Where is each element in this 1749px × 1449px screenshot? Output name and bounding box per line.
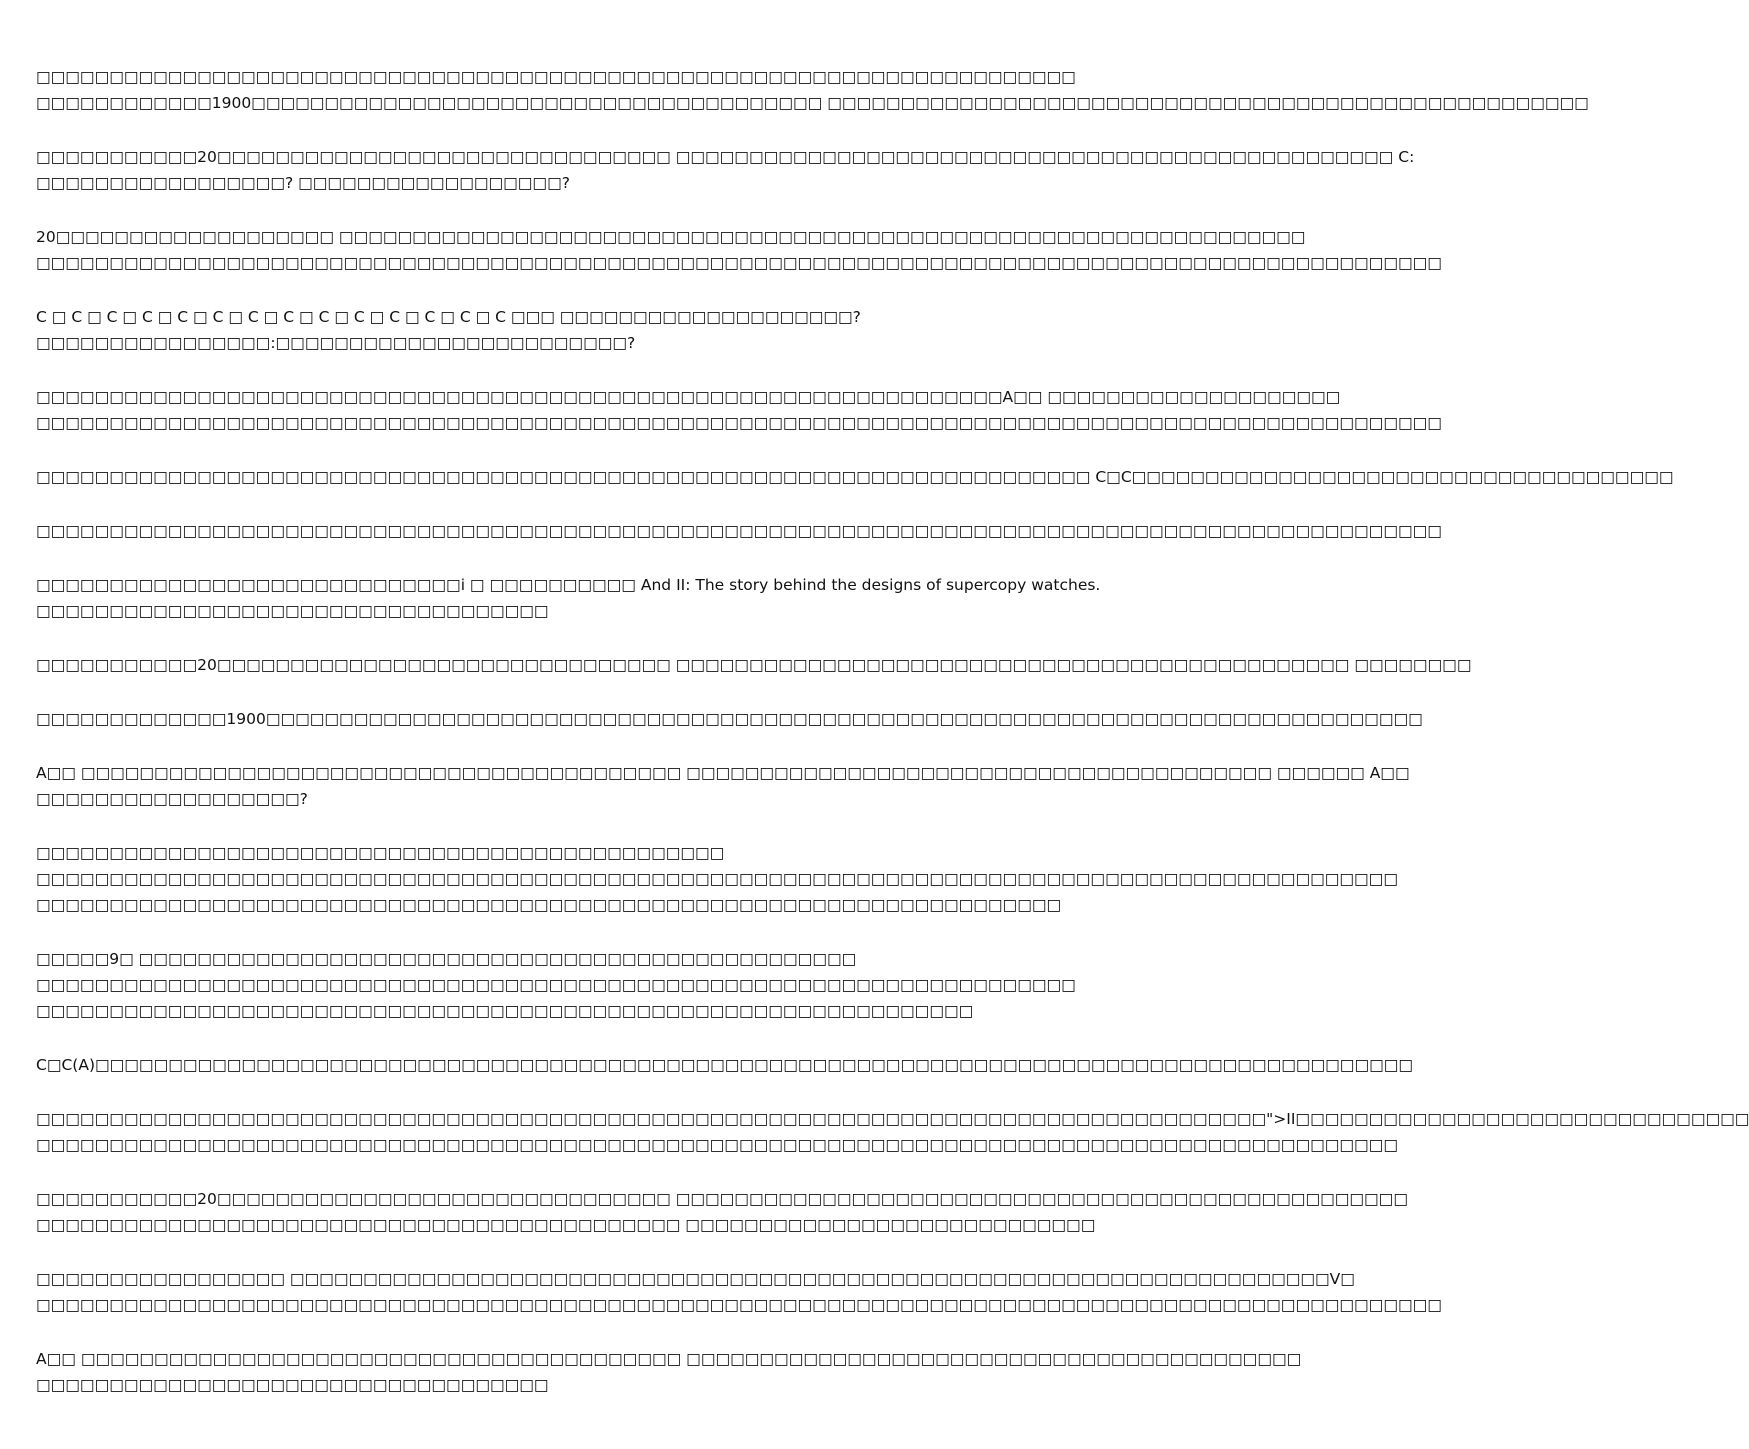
text-line: □□□□□□□□□□□□□□□□□□□□□□□□□□□□□□□□□□□□□□□□□□□□□□□□□□□□□□□□□□□□□□□□□□□□□□□□□□□□□□□□□□□□□□□□□□□□□ xyxy=(36,870,1398,888)
paragraph xyxy=(36,384,1442,436)
paragraph xyxy=(36,1052,1414,1078)
text-line: □□□□□□□□□□□□□1900□□□□□□□□□□□□□□□□□□□□□□□□□□□□□□□□□□□□□□□□□□□□□□□□□□□□□□□□□□□□□□□□□□□□□□□□□□□□□□□ xyxy=(36,710,1423,728)
text-line: □□□□□□□□□□□□□□□□□□□□□□□□□□□□□□□□□□□□□□□□□□□□□□□□□□□□□□□□□□□□□□□□□□□□□□ xyxy=(36,896,1062,914)
text-line: □□□□□□□□□□□□□□□□□□□□□□□□□□□□□□□□□□□□□□□□□□□□□□□ xyxy=(36,844,725,862)
text-line: □□□□□□□□□□□20□□□□□□□□□□□□□□□□□□□□□□□□□□□□□□□ □□□□□□□□□□□□□□□□□□□□□□□□□□□□□□□□□□□□□□□□□□□□□□□□□□ xyxy=(36,1190,1408,1208)
text-line: □□□□□□□□□□□□□□□□□□□□□□□□□□□□□□□□□□□□□□□□□□□□□□□□□□□□□□□□□□□□□□□□□□□□□□□□□□□□□□□□□□□□□□□□□□□□□ xyxy=(36,1136,1398,1154)
text-line: □□□□□□□□□□□□□□□□□□□□□□□□□□□□□□□□□□□□□□□□□□□□ □□□□□□□□□□□□□□□□□□□□□□□□□□□□ xyxy=(36,1216,1096,1234)
text-line: □□□□□□□□□□□□□□□□□□□□□□□□□□□□□□□□□□□□□□□□□□□□□□□□□□□□□□□□□□□□□□□□□□□□□□□□ C□C□□□□□□□□□□□□□□□□□□□□□□□□□□□□□□□□□□□□□ xyxy=(36,468,1674,486)
text-line: □□□□□□□□□□□□□□□□□? □□□□□□□□□□□□□□□□□□? xyxy=(36,174,570,192)
paragraph xyxy=(36,64,1589,116)
text-line: □□□□□□□□□□□□□□□□□□? xyxy=(36,790,308,808)
paragraph xyxy=(36,946,1076,1024)
text-line: □□□□□□□□□□□□□□□□□□□□□□□□□□□□□i □ □□□□□□□□□□ And II: The story behind the designs of supercopy watches. xyxy=(36,576,1101,594)
paragraph xyxy=(36,1346,1302,1398)
text-line: □□□□□□□□□□□□□□□□□ □□□□□□□□□□□□□□□□□□□□□□□□□□□□□□□□□□□□□□□□□□□□□□□□□□□□□□□□□□□□□□□□□□□□□□□V□ xyxy=(36,1270,1355,1288)
text-line: C□C(A)□□□□□□□□□□□□□□□□□□□□□□□□□□□□□□□□□□□□□□□□□□□□□□□□□□□□□□□□□□□□□□□□□□□□□□□□□□□□□□□□□□□□□□□□□□ xyxy=(36,1056,1414,1074)
text-line: A□□ □□□□□□□□□□□□□□□□□□□□□□□□□□□□□□□□□□□□□□□□□ □□□□□□□□□□□□□□□□□□□□□□□□□□□□□□□□□□□□□□□□□□ xyxy=(36,1350,1302,1368)
paragraph xyxy=(36,706,1423,732)
paragraph xyxy=(36,1106,1749,1158)
paragraph xyxy=(36,572,1101,624)
paragraph xyxy=(36,1266,1442,1318)
paragraph xyxy=(36,760,1410,812)
text-line: □□□□□□□□□□□□□□□□□□□□□□□□□□□□□□□□□□□□□□□□□□□□□□□□□□□□□□□□□□□□□□□□□□□□□□□□□□□□□□□□□□□□□□□□□□□□□□□□ xyxy=(36,254,1442,272)
text-line: □□□□□□□□□□□□□□□□□□□□□□□□□□□□□□□□□□□ xyxy=(36,1376,549,1394)
paragraph xyxy=(36,464,1674,490)
paragraph xyxy=(36,304,988,356)
text-line: □□□□□□□□□□□□□□□□□□□□□□□□□□□□□□□□□□□ xyxy=(36,602,549,620)
paragraph xyxy=(36,144,1415,196)
paragraph xyxy=(36,840,1398,918)
paragraph xyxy=(36,1186,1408,1238)
text-line: □□□□□□□□□□□□□□□□□□□□□□□□□□□□□□□□□□□□□□□□□□□□□□□□□□□□□□□□□□□□□□□□□□A□□ □□□□□□□□□□□□□□□□□□□□ xyxy=(36,388,1341,406)
text-line: A□□ □□□□□□□□□□□□□□□□□□□□□□□□□□□□□□□□□□□□□□□□□ □□□□□□□□□□□□□□□□□□□□□□□□□□□□□□□□□□□□□□□□ □□□□□□ A□□ xyxy=(36,764,1410,782)
paragraph xyxy=(36,224,1442,276)
text-line: □□□□□□□□□□□20□□□□□□□□□□□□□□□□□□□□□□□□□□□□□□□ □□□□□□□□□□□□□□□□□□□□□□□□□□□□□□□□□□□□□□□□□□□□□□□□□ C: xyxy=(36,148,1415,166)
text-line: □□□□□□□□□□□□□□□□□□□□□□□□□□□□□□□□□□□□□□□□□□□□□□□□□□□□□□□□□□□□□□□□□□□□□□□□□□□□□□□□□□□□">II□□□□□□□□□□□□□□□□□□□□□□□□□□□□□□□ xyxy=(36,1110,1749,1128)
text-line: □□□□□□□□□□□□1900□□□□□□□□□□□□□□□□□□□□□□□□□□□□□□□□□□□□□□□ □□□□□□□□□□□□□□□□□□□□□□□□□□□□□□□□□□□□□□□□□□□□□□□□□□□□ xyxy=(36,94,1589,112)
text-line: C □ C □ C □ C □ C □ C □ C □ C □ C □ C □ C □ C □ C □ C □□□ □□□□□□□□□□□□□□□□□□□□? xyxy=(36,308,861,326)
text-line: □□□□□□□□□□□□□□□□:□□□□□□□□□□□□□□□□□□□□□□□□? xyxy=(36,334,636,352)
paragraph xyxy=(36,518,1442,544)
paragraph xyxy=(36,652,1472,678)
text-line: □□□□□□□□□□□20□□□□□□□□□□□□□□□□□□□□□□□□□□□□□□□ □□□□□□□□□□□□□□□□□□□□□□□□□□□□□□□□□□□□□□□□□□□□□□ □□□□□□□□ xyxy=(36,656,1472,674)
text-line: □□□□□□□□□□□□□□□□□□□□□□□□□□□□□□□□□□□□□□□□□□□□□□□□□□□□□□□□□□□□□□□□□□□□□□□ xyxy=(36,68,1076,86)
text-line: □□□□□□□□□□□□□□□□□□□□□□□□□□□□□□□□□□□□□□□□□□□□□□□□□□□□□□□□□□□□□□□□ xyxy=(36,1002,974,1020)
text-line: □□□□□9□ □□□□□□□□□□□□□□□□□□□□□□□□□□□□□□□□□□□□□□□□□□□□□□□□□ xyxy=(36,950,857,968)
text-line: □□□□□□□□□□□□□□□□□□□□□□□□□□□□□□□□□□□□□□□□□□□□□□□□□□□□□□□□□□□□□□□□□□□□□□□ xyxy=(36,976,1076,994)
text-line: □□□□□□□□□□□□□□□□□□□□□□□□□□□□□□□□□□□□□□□□□□□□□□□□□□□□□□□□□□□□□□□□□□□□□□□□□□□□□□□□□□□□□□□□□□□□□□□□ xyxy=(36,414,1442,432)
text-line: □□□□□□□□□□□□□□□□□□□□□□□□□□□□□□□□□□□□□□□□□□□□□□□□□□□□□□□□□□□□□□□□□□□□□□□□□□□□□□□□□□□□□□□□□□□□□□□□ xyxy=(36,1296,1442,1314)
text-line: 20□□□□□□□□□□□□□□□□□□□ □□□□□□□□□□□□□□□□□□□□□□□□□□□□□□□□□□□□□□□□□□□□□□□□□□□□□□□□□□□□□□□□□□ xyxy=(36,228,1306,246)
text-line: □□□□□□□□□□□□□□□□□□□□□□□□□□□□□□□□□□□□□□□□□□□□□□□□□□□□□□□□□□□□□□□□□□□□□□□□□□□□□□□□□□□□□□□□□□□□□□□□ xyxy=(36,522,1442,540)
